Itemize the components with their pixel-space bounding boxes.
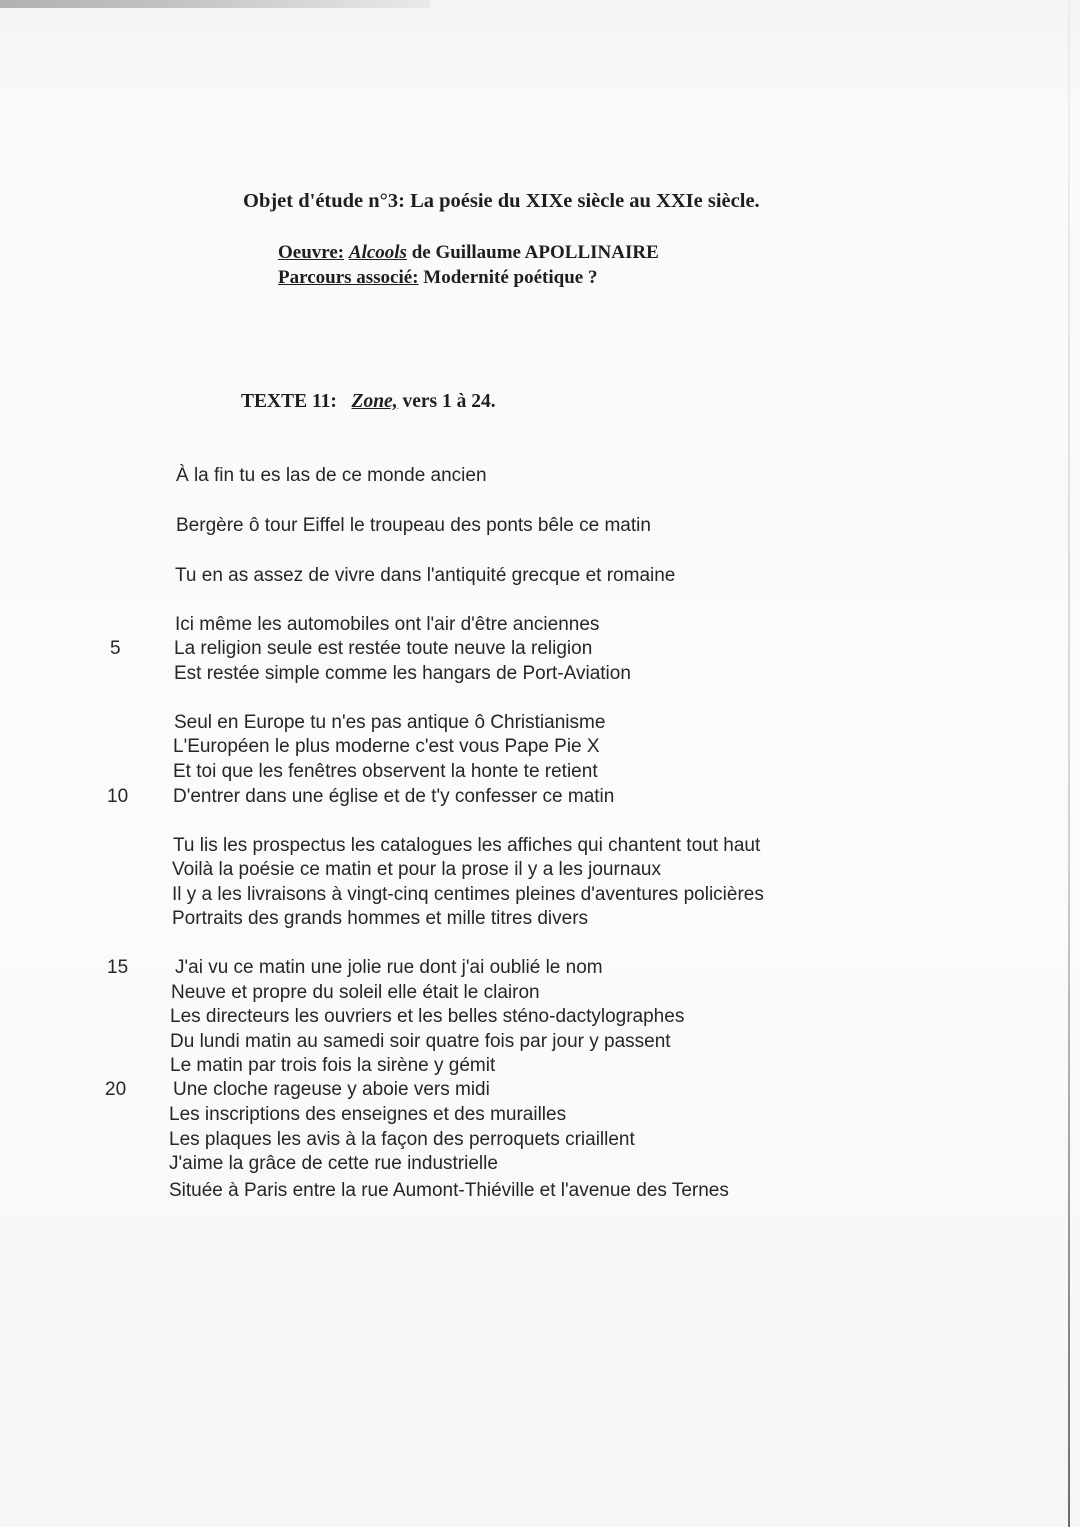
verse-3: Tu en as assez de vivre dans l'antiquité grecque et romaine <box>175 565 676 586</box>
verse-23: J'aime la grâce de cette rue industrielle <box>169 1153 498 1174</box>
verse-16: Neuve et propre du soleil elle était le clairon <box>171 982 540 1003</box>
verse-2: Bergère ô tour Eiffel le troupeau des ponts bêle ce matin <box>176 515 651 536</box>
verse-11: Tu lis les prospectus les catalogues les affiches qui chantent tout haut <box>173 835 761 856</box>
verse-range: vers 1 à 24. <box>397 391 496 412</box>
scan-top-edge <box>0 0 430 8</box>
verse-8: L'Européen le plus moderne c'est vous Pape Pie X <box>173 736 600 757</box>
verse-7: Seul en Europe tu n'es pas antique ô Christianisme <box>174 712 606 733</box>
verse-15: J'ai vu ce matin une jolie rue dont j'ai oublié le nom <box>175 957 603 978</box>
parcours-line <box>278 267 597 289</box>
verse-24: Située à Paris entre la rue Aumont-Thiéville et l'avenue des Ternes <box>169 1180 729 1201</box>
verse-20: Une cloche rageuse y aboie vers midi <box>173 1079 490 1100</box>
verse-12: Voilà la poésie ce matin et pour la prose il y a les journaux <box>172 859 661 880</box>
verse-4: Ici même les automobiles ont l'air d'être anciennes <box>175 614 600 635</box>
scan-right-edge <box>1068 0 1070 1527</box>
verse-9: Et toi que les fenêtres observent la honte te retient <box>173 761 598 782</box>
verse-17: Les directeurs les ouvriers et les belles sténo-dactylographes <box>170 1006 685 1027</box>
verse-5: La religion seule est restée toute neuve la religion <box>174 638 593 659</box>
line-number-20: 20 <box>105 1079 127 1100</box>
text-label: TEXTE 11: <box>241 391 337 412</box>
oeuvre-title: Alcools <box>348 242 407 263</box>
parcours-label: Parcours associé: <box>278 267 419 288</box>
oeuvre-label: Oeuvre: <box>278 242 345 263</box>
parcours-theme: Modernité poétique ? <box>418 267 598 288</box>
oeuvre-line <box>278 242 659 264</box>
oeuvre-author: de Guillaume APOLLINAIRE <box>406 242 659 263</box>
verse-1: À la fin tu es las de ce monde ancien <box>176 465 487 486</box>
line-number-5: 5 <box>110 638 121 659</box>
verse-10: D'entrer dans une église et de t'y confesser ce matin <box>173 786 615 807</box>
verse-6: Est restée simple comme les hangars de Port-Aviation <box>174 663 631 684</box>
line-number-15: 15 <box>107 957 129 978</box>
verse-13: Il y a les livraisons à vingt-cinq centimes pleines d'aventures policières <box>172 884 764 905</box>
line-number-10: 10 <box>107 786 129 807</box>
verse-21: Les inscriptions des enseignes et des murailles <box>169 1104 567 1125</box>
verse-22: Les plaques les avis à la façon des perroquets criaillent <box>169 1129 635 1150</box>
study-object-heading: Objet d'étude n°3: La poésie du XIXe siècle au XXIe siècle. <box>243 190 760 212</box>
verse-14: Portraits des grands hommes et mille titres divers <box>172 908 589 929</box>
text-title <box>241 391 496 413</box>
verse-19: Le matin par trois fois la sirène y gémit <box>170 1055 496 1076</box>
verse-18: Du lundi matin au samedi soir quatre fois par jour y passent <box>170 1031 671 1052</box>
poem-title: Zone, <box>351 391 398 412</box>
